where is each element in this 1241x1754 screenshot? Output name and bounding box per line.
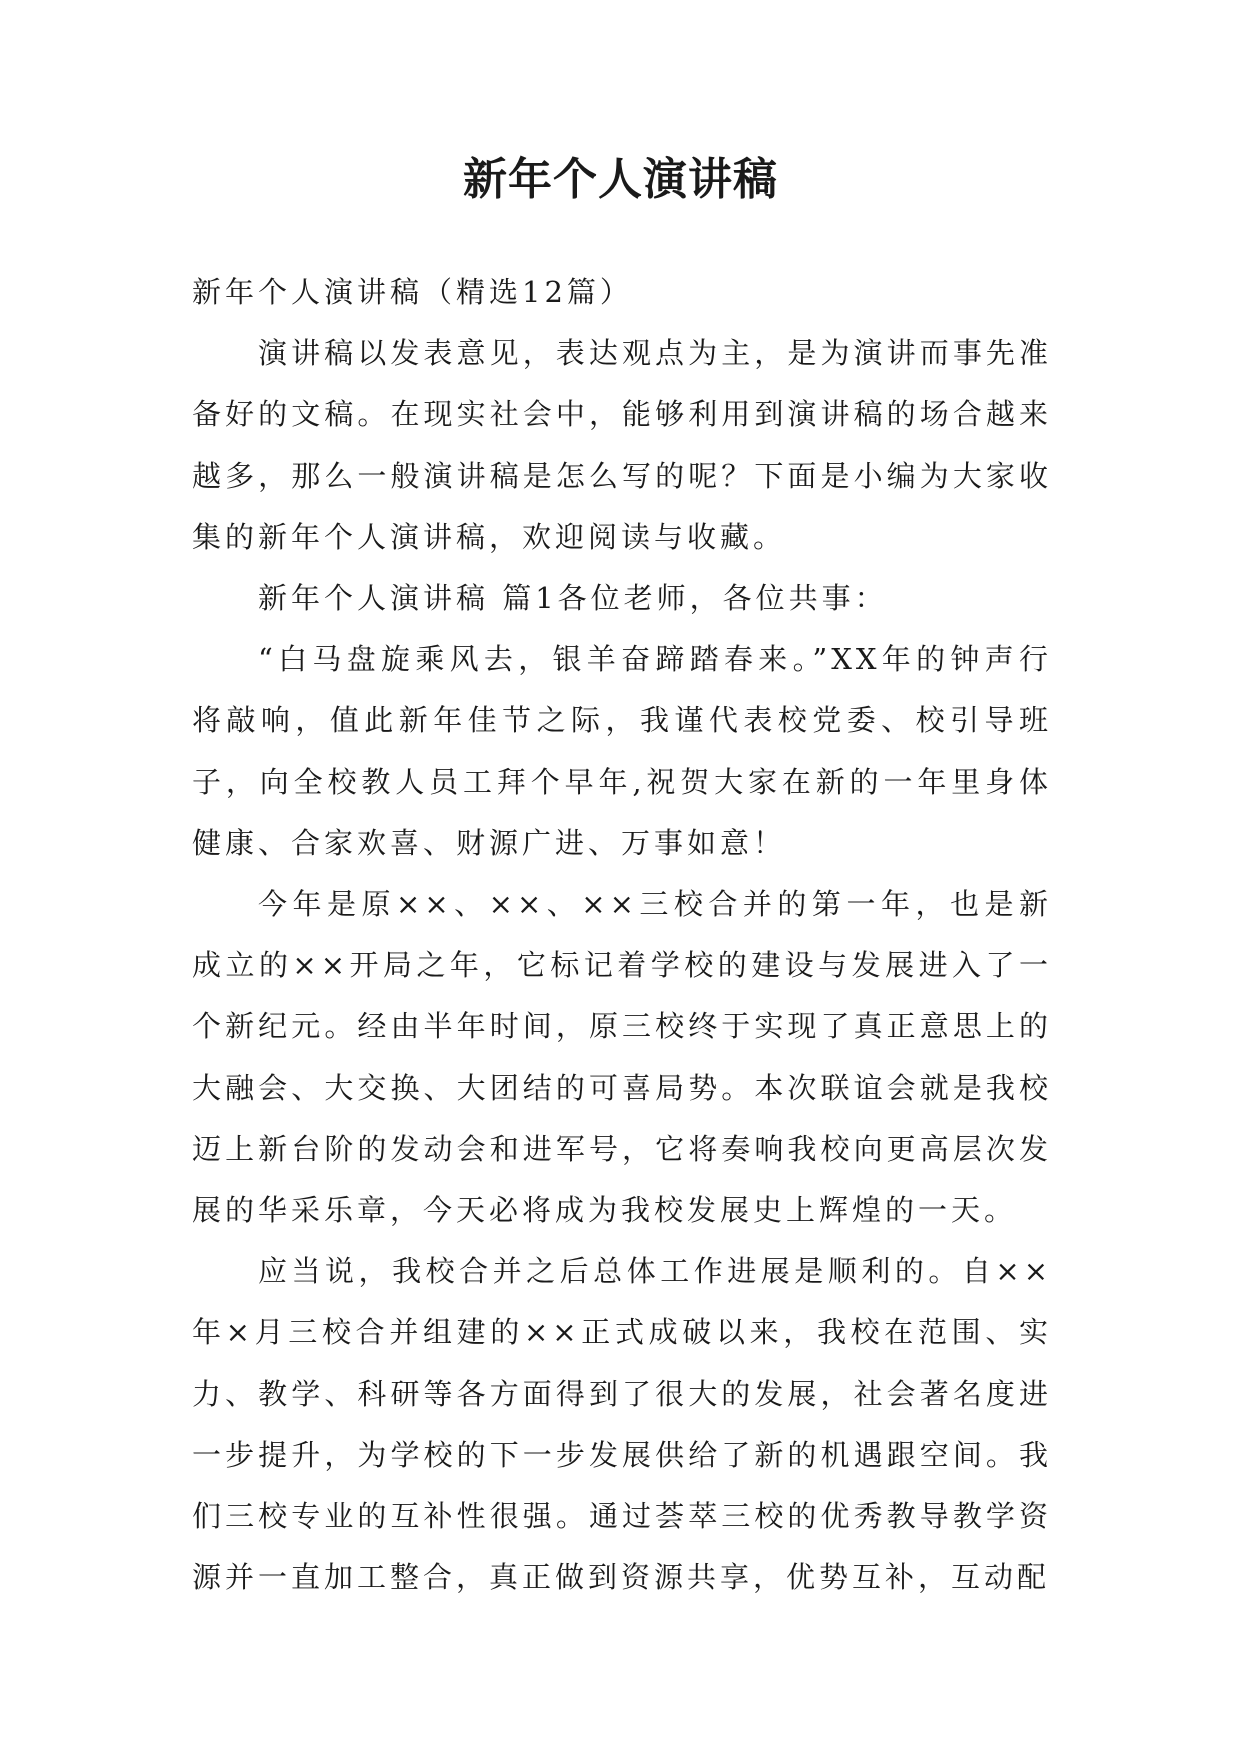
body-paragraph: “白马盘旋乘风去，银羊奋蹄踏春来。”XX年的钟声行将敲响，值此新年佳节之际，我谨代表校党委、校引导班子，向全校教人员工拜个早年,祝贺大家在新的一年里身体健康、合家欢喜、财源广进、万事如意！ [192, 642, 1052, 860]
subtitle-paragraph: 新年个人演讲稿（精选12篇） [192, 275, 633, 309]
section-heading-paragraph: 新年个人演讲稿 篇1各位老师，各位共事： [258, 581, 888, 616]
body-paragraph: 今年是原××、××、××三校合并的第一年，也是新成立的××开局之年，它标记着学校的建设与发展进入了一个新纪元。经由半年时间，原三校终于实现了真正意思上的大融会、大交换、大团结的可喜局势。本次联谊会就是我校迈上新台阶的发动会和进军号，它将奏响我校向更高层次发展的华采乐章，今天必将成为我校发展史上辉煌的一天。 [192, 887, 1052, 1228]
intro-paragraph: 演讲稿以发表意见，表达观点为主，是为演讲而事先准备好的文稿。在现实社会中，能够利用到演讲稿的场合越来越多，那么一般演讲稿是怎么写的呢？下面是小编为大家收集的新年个人演讲稿，欢迎阅读与收藏。 [192, 336, 1052, 554]
body-paragraph: 应当说，我校合并之后总体工作进展是顺利的。自××年×月三校合并组建的××正式成破以来，我校在范围、实力、教学、科研等各方面得到了很大的发展，社会著名度进一步提升，为学校的下一步发展供给了新的机遇跟空间。我们三校专业的互补性很强。通过荟萃三校的优秀教导教学资源并一直加工整合，真正做到资源共享，优势互补，互动配 [192, 1254, 1052, 1595]
document-body [192, 262, 1052, 1608]
document-title: 新年个人演讲稿 [463, 154, 778, 205]
